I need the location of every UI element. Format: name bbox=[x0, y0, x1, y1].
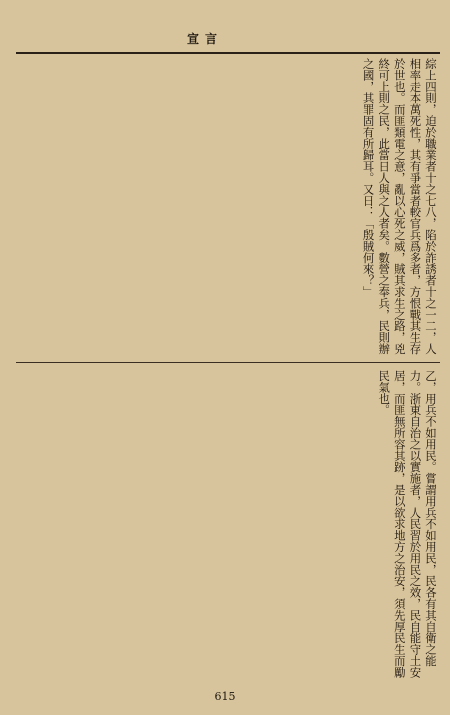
page-header-title: 宣言 bbox=[186, 32, 223, 46]
text-column-bottom bbox=[18, 370, 438, 680]
column-divider bbox=[16, 362, 440, 363]
body-text-top: 綜上四則，迫於職業者十之七八，陷於詐誘者十之一二，人相率走本萬死性，其有爭當者較官兵爲多者，方恨戰其生存於世也。而匪類電之意，亂以心死之威，賊其求生之路，兇終可上則之民，此當日人與之人者矣。數營之奉兵，民則辦之國，其罪固有所歸耳。又日：「殷賊何來？」 bbox=[361, 58, 438, 355]
header-divider bbox=[16, 52, 440, 54]
body-text-bottom: 乙，用兵不如用民。嘗謂用兵不如用民，民各有其自衛之能力。浙東自治之以實施者，人民習於用民之效，民自能守土安居，而匪無所容其跡，是以欲求地方之治安，須先厚民生而勵民氣也。 bbox=[377, 370, 438, 678]
text-column-top bbox=[18, 58, 438, 358]
page-number: 615 bbox=[214, 690, 236, 703]
